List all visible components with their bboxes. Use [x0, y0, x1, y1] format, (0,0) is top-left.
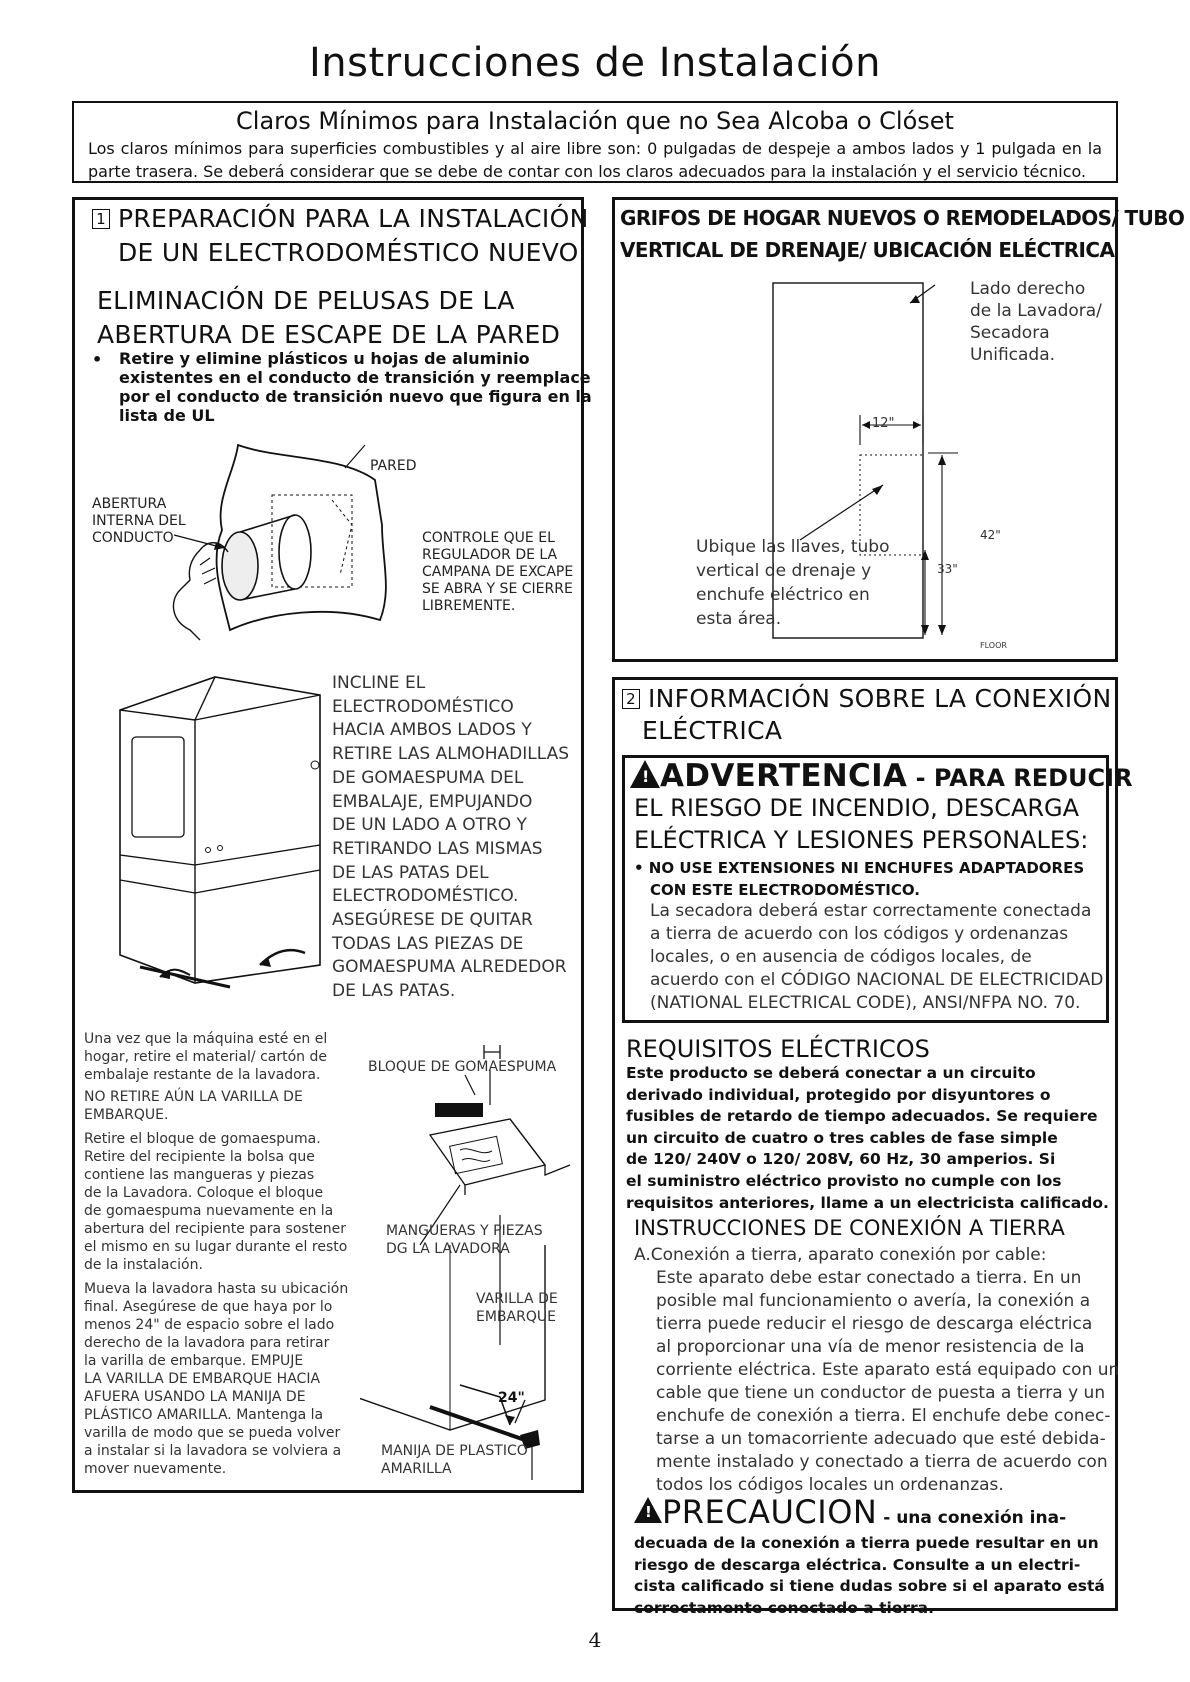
- incline-line: ELECTRODOMÉSTICO.: [332, 886, 519, 907]
- label-line: CAMPANA DE EXCAPE: [422, 564, 574, 580]
- bullet-text: [119, 349, 592, 425]
- para-line: a instalar si la lavadora se volviera a: [84, 1443, 342, 1459]
- incline-line: DE GOMAESPUMA DEL: [332, 767, 524, 788]
- warning-line2: EL RIESGO DE INCENDIO, DESCARGA: [634, 794, 1080, 822]
- ground-line: corriente eléctrica. Este aparato está equipado con un: [656, 1360, 1120, 1380]
- caution-triangle-icon: !: [634, 1497, 662, 1523]
- label-line: LIBREMENTE.: [422, 598, 516, 614]
- para-shipping-rod: [84, 1280, 348, 1478]
- label-line: AMARILLA: [381, 1461, 452, 1477]
- caution-line: riesgo de descarga eléctrica. Consulte a un electri-: [634, 1555, 1081, 1574]
- warning-bullet: [634, 857, 1084, 901]
- label-line: INTERNA DEL: [92, 513, 186, 529]
- clearances-heading: Claros Mínimos para Instalación que no Sea Alcoba o Clóset: [236, 107, 954, 135]
- ground-line: mente instalado y conectado a tierra de acuerdo con: [656, 1452, 1108, 1472]
- para-line: final. Asegúrese de que haya por lo: [84, 1299, 333, 1315]
- dim-12: 12": [872, 416, 895, 431]
- incline-text: [332, 672, 569, 1004]
- incline-line: DE LAS PATAS DEL: [332, 862, 489, 883]
- req-line: el suministro eléctrico provisto no cumple con los: [626, 1171, 1062, 1190]
- section1-title-line2: DE UN ELECTRODOMÉSTICO NUEVO: [118, 238, 579, 267]
- clearances-text: [88, 137, 1102, 183]
- incline-line: ELECTRODOMÉSTICO: [332, 696, 514, 717]
- side-label-line: Lado derecho: [970, 279, 1086, 299]
- washer-dryer-illustration: [100, 665, 330, 995]
- para-unpack: [84, 1030, 327, 1084]
- label-manija: [381, 1442, 528, 1478]
- bullet-line: Retire y elimine plásticos u hojas de aluminio: [119, 349, 530, 368]
- para-line: menos 24" de espacio sobre el lado: [84, 1317, 335, 1333]
- warning-body-line: acuerdo con el CÓDIGO NACIONAL DE ELECTRICIDAD: [650, 970, 1104, 990]
- warning-body: [650, 900, 1103, 1015]
- req-line: un circuito de cuatro o tres cables de fase simple: [626, 1128, 1058, 1147]
- incline-line: DE UN LADO A OTRO Y: [332, 815, 527, 836]
- label-line: MANIJA DE PLASTICO: [381, 1443, 528, 1459]
- para-line: de gomaespuma nuevamente en la: [84, 1203, 334, 1219]
- para-line: el mismo en su lugar durante el resto: [84, 1239, 348, 1255]
- ground-line: posible mal funcionamiento o avería, la conexión a: [656, 1291, 1091, 1311]
- pared-leader-line: [340, 442, 370, 472]
- floor-label: FLOOR: [980, 641, 1007, 650]
- locate-line: Ubique las llaves, tubo: [696, 537, 890, 557]
- para-line: Retire del recipiente la bolsa que: [84, 1149, 315, 1165]
- para-line: la varilla de embarque. EMPUJE: [84, 1353, 304, 1369]
- label-mangueras: [386, 1222, 543, 1258]
- req-line: de 120/ 240V o 120/ 208V, 60 Hz, 30 amperios. Si: [626, 1150, 1056, 1169]
- label-varilla: [476, 1290, 558, 1326]
- para-line: Retire el bloque de gomaespuma.: [84, 1131, 321, 1147]
- para-line: abertura del recipiente para sostener: [84, 1221, 347, 1237]
- ground-line: tierra puede reducir el riesgo de descarga eléctrica: [656, 1314, 1093, 1334]
- para-line: PLÁSTICO AMARILLA. Mantenga la: [84, 1407, 324, 1423]
- locate-line: esta área.: [696, 609, 782, 629]
- para-line: de la instalación.: [84, 1257, 203, 1273]
- incline-line: RETIRANDO LAS MISMAS: [332, 838, 543, 859]
- label-controle: [422, 530, 573, 615]
- para-line: contiene las mangueras y piezas: [84, 1167, 315, 1183]
- foam-block-illustration: [360, 1045, 580, 1480]
- ground-line: Este aparato debe estar conectado a tierra. En un: [656, 1268, 1082, 1288]
- label-line: DG LA LAVADORA: [386, 1241, 510, 1257]
- label-line: SE ABRA Y SE CIERRE: [422, 581, 573, 597]
- para-line: derecho de la lavadora para retirar: [84, 1335, 330, 1351]
- para-line: LA VARILLA DE EMBARQUE HACIA: [84, 1371, 321, 1387]
- section1-number: 1: [92, 209, 110, 229]
- warning-word: ADVERTENCIA: [660, 758, 908, 794]
- req-title: REQUISITOS ELÉCTRICOS: [626, 1035, 930, 1063]
- bullet-line: por el conducto de transición nuevo que figura en la: [119, 387, 592, 406]
- abertura-arrow: [172, 530, 232, 560]
- label-line: VARILLA DE: [476, 1291, 558, 1307]
- locate-line: vertical de drenaje y: [696, 561, 872, 581]
- para-line: embalaje restante de la lavadora.: [84, 1067, 321, 1083]
- ground-text: [656, 1267, 1119, 1497]
- warning-body-line: a tierra de acuerdo con los códigos y ordenanzas: [650, 924, 1069, 944]
- para-line: mover nuevamente.: [84, 1461, 227, 1477]
- incline-line: INCLINE EL: [332, 673, 426, 693]
- section1-title: [92, 204, 589, 233]
- para-line: AFUERA USANDO LA MANIJA DE: [84, 1389, 306, 1405]
- ground-line: todos los códigos locales un ordenanzas.: [656, 1475, 1004, 1495]
- incline-line: RETIRE LAS ALMOHADILLAS: [332, 744, 570, 765]
- para-line: varilla de modo que se pueda volver: [84, 1425, 341, 1441]
- label-line: EMBARQUE: [476, 1309, 556, 1325]
- warning-bullet-line: • NO USE EXTENSIONES NI ENCHUFES ADAPTADORES: [634, 859, 1085, 877]
- warning-rest: - PARA REDUCIR: [907, 764, 1133, 792]
- ground-title: INSTRUCCIONES DE CONEXIÓN A TIERRA: [634, 1216, 1065, 1240]
- section2-title-line2: ELÉCTRICA: [642, 716, 783, 745]
- label-line: CONTROLE QUE EL: [422, 530, 555, 546]
- section1-title-line1: PREPARACIÓN PARA LA INSTALACIÓN: [118, 204, 589, 233]
- incline-line: ASEGÚRESE DE QUITAR: [332, 910, 533, 931]
- ground-a: A.Conexión a tierra, aparato conexión por cable:: [634, 1245, 1047, 1265]
- incline-line: TODAS LAS PIEZAS DE: [332, 933, 524, 954]
- warning-bullet-line: CON ESTE ELECTRODOMÉSTICO.: [650, 881, 920, 899]
- incline-line: GOMAESPUMA ALREDEDOR: [332, 957, 567, 978]
- dim-33: 33": [937, 562, 958, 576]
- label-bloque: BLOQUE DE GOMAESPUMA: [368, 1059, 557, 1075]
- req-line: derivado individual, protegido por disyuntores o: [626, 1085, 1051, 1104]
- ground-line: tarse a un tomacorriente adecuado que esté debida-: [656, 1429, 1106, 1449]
- warning-triangle-icon: !: [630, 760, 660, 788]
- bullet-line: lista de UL: [119, 406, 215, 425]
- incline-line: HACIA AMBOS LADOS Y: [332, 720, 532, 741]
- ground-line: al proporcionar una vía de menor resistencia de la: [656, 1337, 1085, 1357]
- para-line: EMBARQUE.: [84, 1107, 169, 1123]
- para-line: hogar, retire el material/ cartón de: [84, 1049, 327, 1065]
- bullet-dot: •: [92, 350, 103, 369]
- side-label-line: Secadora: [970, 323, 1050, 343]
- lint-heading-line1: ELIMINACIÓN DE PELUSAS DE LA: [97, 286, 515, 315]
- bullet-line: existentes en el conducto de transición y reemplace: [119, 368, 591, 387]
- warning-line3: ELÉCTRICA Y LESIONES PERSONALES:: [634, 826, 1089, 854]
- caution-line: cista calificado si tiene dudas sobre si el aparato está: [634, 1577, 1105, 1595]
- warning-body-line: locales, o en ausencia de códigos locales, de: [650, 947, 1032, 967]
- para-line: de la Lavadora. Coloque el bloque: [84, 1185, 324, 1201]
- label-line: REGULADOR DE LA: [422, 547, 558, 563]
- label-line: ABERTURA: [92, 496, 167, 512]
- clearances-line: Los claros mínimos para superficies combustibles y al aire libre son: 0 pulgadas de despeje a ambos lados y 1 pulgada en la: [88, 139, 1102, 158]
- ground-line: enchufe de conexión a tierra. El enchufe debe conec-: [656, 1406, 1111, 1426]
- req-line: Este producto se deberá conectar a un circuito: [626, 1064, 1036, 1082]
- para-foam-block: [84, 1130, 347, 1274]
- incline-line: EMBALAJE, EMPUJANDO: [332, 791, 533, 812]
- warning-body-line: (NATIONAL ELECTRICAL CODE), ANSI/NFPA NO. 70.: [650, 993, 1081, 1013]
- caution-word: PRECAUCION: [662, 1493, 878, 1531]
- locate-text: [696, 535, 889, 631]
- dim-42: 42": [980, 528, 1001, 542]
- req-line: requisitos anteriores, llame a un electricista calificado.: [626, 1193, 1109, 1212]
- label-line: CONDUCTO: [92, 530, 174, 546]
- clearances-box: [72, 101, 1118, 183]
- lint-heading-line2: ABERTURA DE ESCAPE DE LA PARED: [97, 320, 561, 349]
- incline-line: DE LAS PATAS.: [332, 981, 456, 1002]
- faucets-title-line2: VERTICAL DE DRENAJE/ UBICACIÓN ELÉCTRICA: [620, 238, 1115, 262]
- section2-title-line1: INFORMACIÓN SOBRE LA CONEXIÓN: [648, 684, 1112, 713]
- para-no-remove: [84, 1088, 303, 1124]
- faucets-title-line1: GRIFOS DE HOGAR NUEVOS O REMODELADOS/ TUBO: [620, 206, 1185, 230]
- req-line: fusibles de retardo de tiempo adecuados. Se requiere: [626, 1107, 1098, 1126]
- page-number: 4: [588, 1628, 602, 1652]
- label-24-inch: 24": [498, 1390, 525, 1406]
- section2-number: 2: [622, 689, 640, 709]
- para-line: NO RETIRE AÚN LA VARILLA DE: [84, 1089, 303, 1105]
- caution-line: decuada de la conexión a tierra puede resultar en un: [634, 1534, 1099, 1552]
- warning-body-line: La secadora deberá estar correctamente conectada: [650, 901, 1092, 921]
- caution-heading: [634, 1493, 1066, 1531]
- caution-text: [634, 1533, 1105, 1619]
- side-label: [970, 278, 1102, 366]
- locate-line: enchufe eléctrico en: [696, 585, 870, 605]
- warning-heading: [630, 758, 1133, 794]
- ground-line: cable que tiene un conductor de puesta a tierra y un: [656, 1383, 1106, 1403]
- para-line: Mueva la lavadora hasta su ubicación: [84, 1281, 349, 1297]
- caution-rest: - una conexión ina-: [877, 1508, 1067, 1528]
- label-line: MANGUERAS Y PIEZAS: [386, 1223, 543, 1239]
- side-label-line: de la Lavadora/: [970, 301, 1102, 321]
- label-pared: PARED: [370, 458, 417, 474]
- para-line: Una vez que la máquina esté en el: [84, 1031, 328, 1047]
- clearances-line: parte trasera. Se deberá considerar que se debe de contar con los claros adecuados para la instalación y el servicio técnico.: [88, 162, 1087, 181]
- section2-title: [622, 684, 1111, 713]
- req-text: [626, 1063, 1109, 1214]
- page-title: Instrucciones de Instalación: [308, 40, 881, 86]
- caution-line: correctamente conectado a tierra.: [634, 1598, 935, 1617]
- side-label-line: Unificada.: [970, 345, 1056, 365]
